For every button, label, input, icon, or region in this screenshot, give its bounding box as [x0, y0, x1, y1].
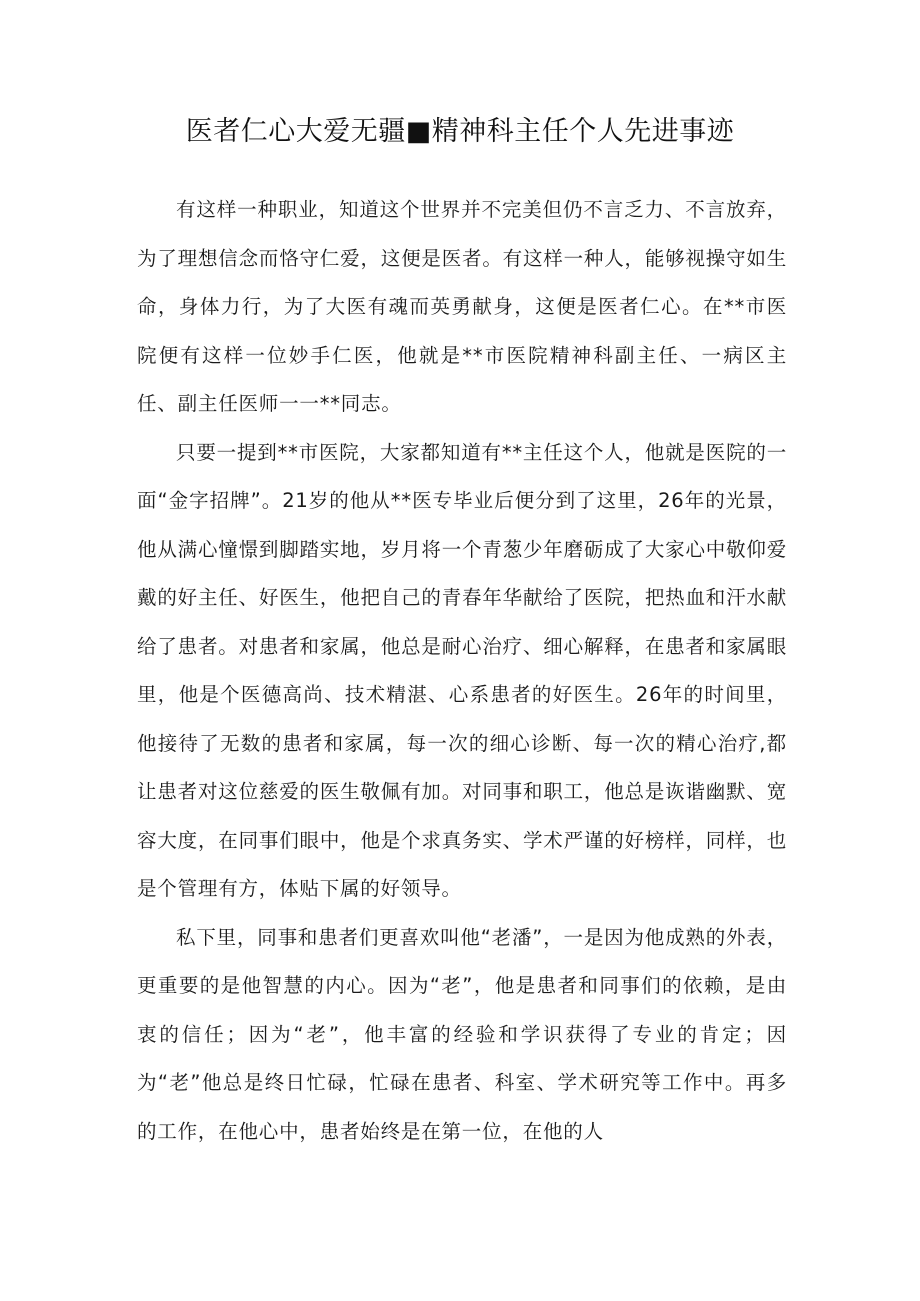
- paragraph-2: 只要一提到**市医院，大家都知道有**主任这个人，他就是医院的一面“金字招牌”。21岁的他从**医专毕业后便分到了这里，26年的光景，他从满心憧憬到脚踏实地，岁月将一个青葱少年磨砺成了大家心中敬仰爱戴的好主任、好医生，他把自己的青春年华献给了医院，把热血和汗水献给了患者。对患者和家属，他总是耐心治疗、细心解释，在患者和家属眼里，他是个医德高尚、技术精湛、心系患者的好医生。26年的时间里，他接待了无数的患者和家属，每一次的细心诊断、每一次的精心治疗,都让患者对这位慈爱的医生敬佩有加。对同事和职工，他总是诙谐幽默、宽容大度，在同事们眼中，他是个求真务实、学术严谨的好榜样，同样，也是个管理有方，体贴下属的好领导。: [137, 440, 787, 900]
- paragraph-1: 有这样一种职业，知道这个世界并不完美但仍不言乏力、不言放弃，为了理想信念而恪守仁爱，这便是医者。有这样一种人，能够视操守如生命，身体力行，为了大医有魂而英勇献身，这便是医者仁心。在**市医院便有这样一位妙手仁医，他就是**市医院精神科副主任、一病区主任、副主任医师一一**同志。: [137, 198, 787, 415]
- document-title: 医者仁心大爱无疆■精神科主任个人先进事迹: [185, 116, 735, 147]
- paragraph-3: 私下里，同事和患者们更喜欢叫他“老潘”，一是因为他成熟的外表，更重要的是他智慧的内心。因为“老”，他是患者和同事们的依赖，是由衷的信任；因为“老”，他丰富的经验和学识获得了专业的肯定；因为“老”他总是终日忙碌，忙碌在患者、科室、学术研究等工作中。再多的工作，在他心中，患者始终是在第一位，在他的人: [137, 925, 787, 1143]
- document-body: [137, 186, 787, 1156]
